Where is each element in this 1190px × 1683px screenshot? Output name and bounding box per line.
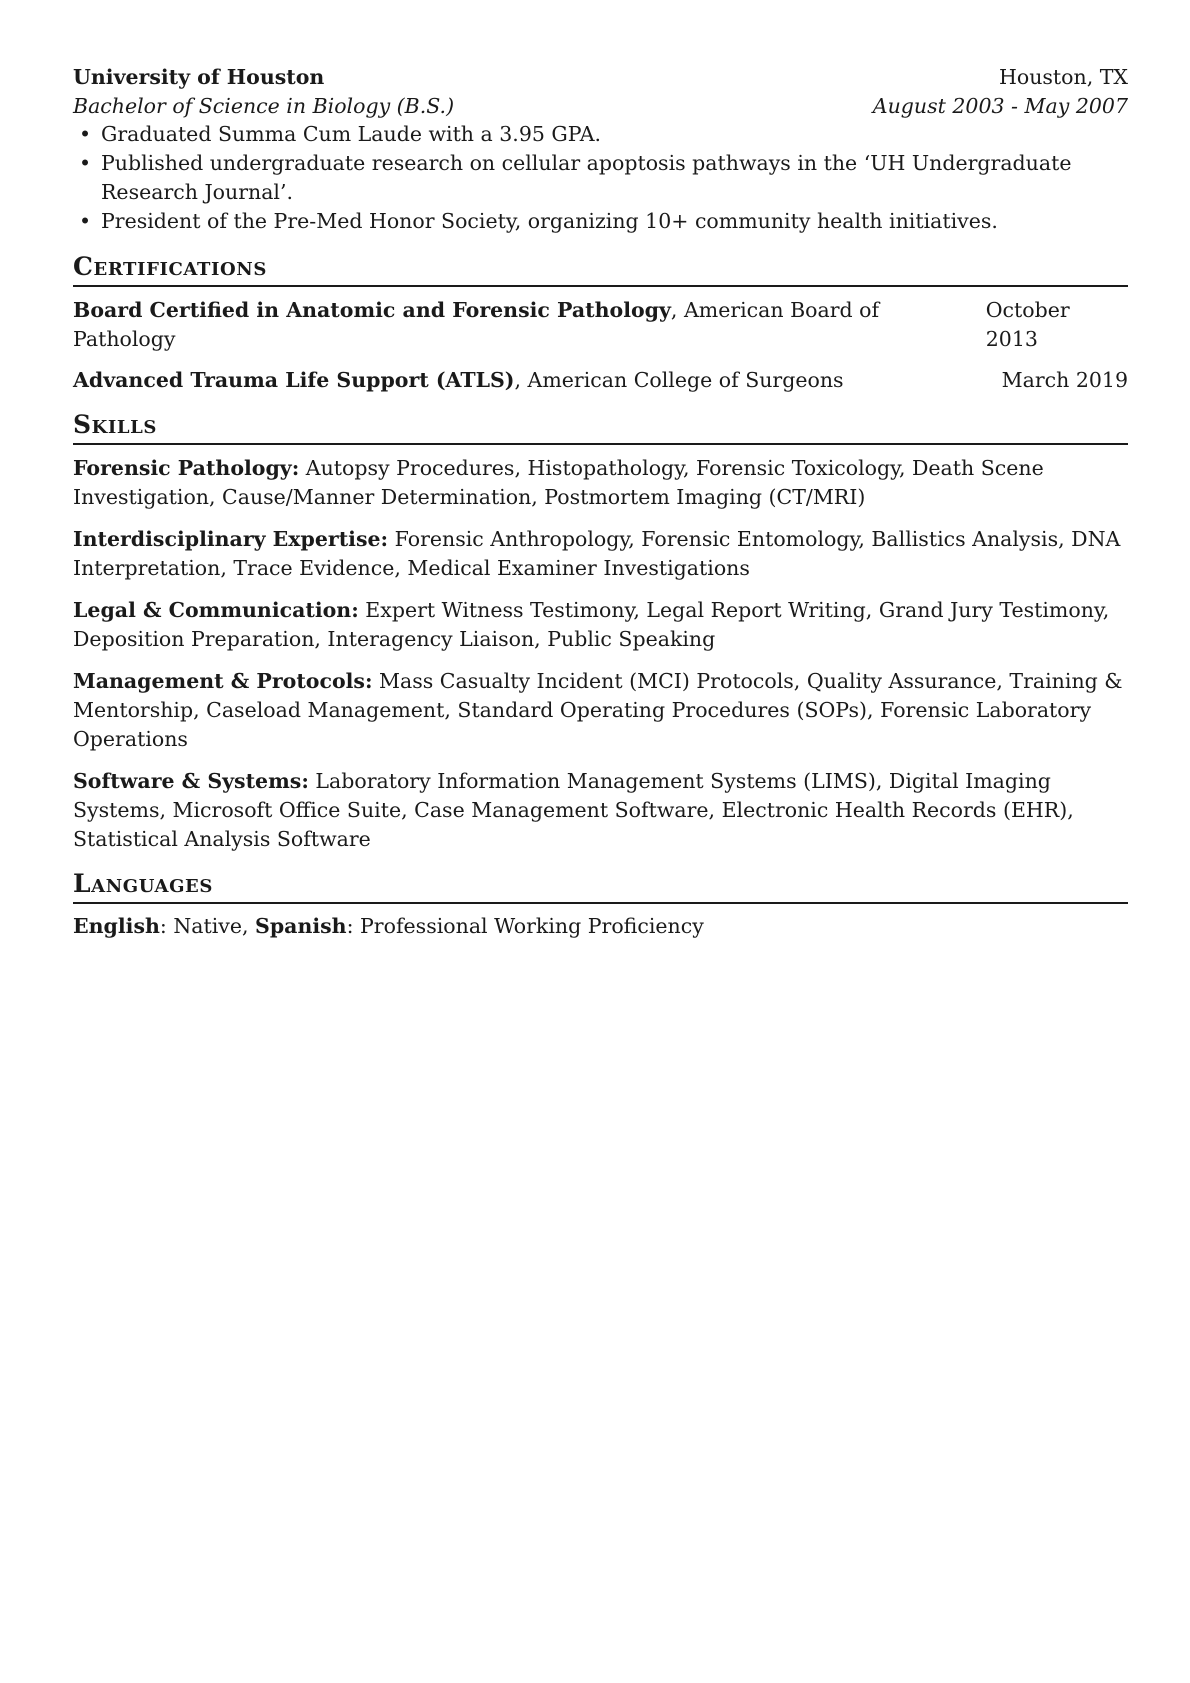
languages-line: [73, 912, 1128, 941]
school-name: University of Houston: [73, 65, 325, 89]
skill-text: Autopsy Procedures, Histopathology, Forensic Toxicology, Death Scene Investigation, Cause/Manner Determination, Postmortem Imaging (CT/MRI): [73, 456, 1044, 509]
skill-label: Legal & Communication:: [73, 598, 359, 622]
section-title-languages: Languages: [73, 868, 1128, 904]
certification-date: October 2013: [985, 298, 1070, 351]
certification-text: [73, 296, 986, 354]
languages-section: [73, 868, 1128, 941]
certification-text: [73, 366, 844, 395]
language-level: : Native: [159, 914, 242, 938]
certification-issuer: , American Board of Pathology: [73, 298, 880, 351]
skill-item: [73, 667, 1128, 754]
education-entry: [73, 63, 1128, 236]
language-level: : Professional Working Proficiency: [346, 914, 704, 938]
skill-label: Software & Systems:: [73, 769, 309, 793]
skill-item: [73, 767, 1128, 854]
skill-text: Forensic Anthropology, Forensic Entomology, Ballistics Analysis, DNA Interpretation, Trace Evidence, Medical Examiner Investigations: [73, 527, 1121, 580]
section-title-skills: Skills: [73, 409, 1128, 445]
education-header: [73, 63, 1128, 92]
education-bullet: • Graduated Summa Cum Laude with a 3.95 GPA.: [73, 120, 1128, 149]
skill-label: Interdisciplinary Expertise:: [73, 527, 389, 551]
certification-date: March 2019: [1001, 368, 1128, 392]
education-subheader: [73, 92, 1128, 121]
certification-name: Advanced Trauma Life Support (ATLS): [73, 368, 515, 392]
language-separator: ,: [241, 914, 256, 938]
skills-section: [73, 409, 1128, 854]
education-bullet: • President of the Pre-Med Honor Society, organizing 10+ community health initiatives.: [73, 207, 1128, 236]
certification-item: [73, 366, 1128, 395]
education-bullet: • Published undergraduate research on cellular apoptosis pathways in the ‘UH Undergraduate Research Journal’.: [73, 149, 1128, 207]
certification-name: Board Certified in Anatomic and Forensic Pathology: [73, 298, 671, 322]
skill-item: [73, 596, 1128, 654]
skill-text: Mass Casualty Incident (MCI) Protocols, Quality Assurance, Training & Mentorship, Caseload Management, Standard Operating Procedures (SOPs), Forensic Laboratory Operations: [73, 669, 1123, 751]
degree: Bachelor of Science in Biology (B.S.): [73, 94, 455, 118]
skill-label: Management & Protocols:: [73, 669, 373, 693]
skill-text: Expert Witness Testimony, Legal Report Writing, Grand Jury Testimony, Deposition Preparation, Interagency Liaison, Public Speaking: [73, 598, 1110, 651]
certifications-section: [73, 251, 1128, 395]
skill-text: Laboratory Information Management Systems (LIMS), Digital Imaging Systems, Microsoft Office Suite, Case Management Software, Electronic Health Records (EHR), Statistical Analysis Software: [73, 769, 1074, 851]
school-location: Houston, TX: [998, 65, 1128, 89]
skill-item: [73, 454, 1128, 512]
certification-issuer: , American College of Surgeons: [514, 368, 844, 392]
language-name: Spanish: [255, 914, 347, 938]
skill-label: Forensic Pathology:: [73, 456, 300, 480]
education-bullets: [73, 120, 1128, 236]
section-title-certifications: Certifications: [73, 251, 1128, 287]
skill-item: [73, 525, 1128, 583]
resume-page: [73, 63, 1128, 941]
education-dates: August 2003 - May 2007: [872, 94, 1128, 118]
certification-item: [73, 296, 1128, 354]
language-name: English: [73, 914, 160, 938]
